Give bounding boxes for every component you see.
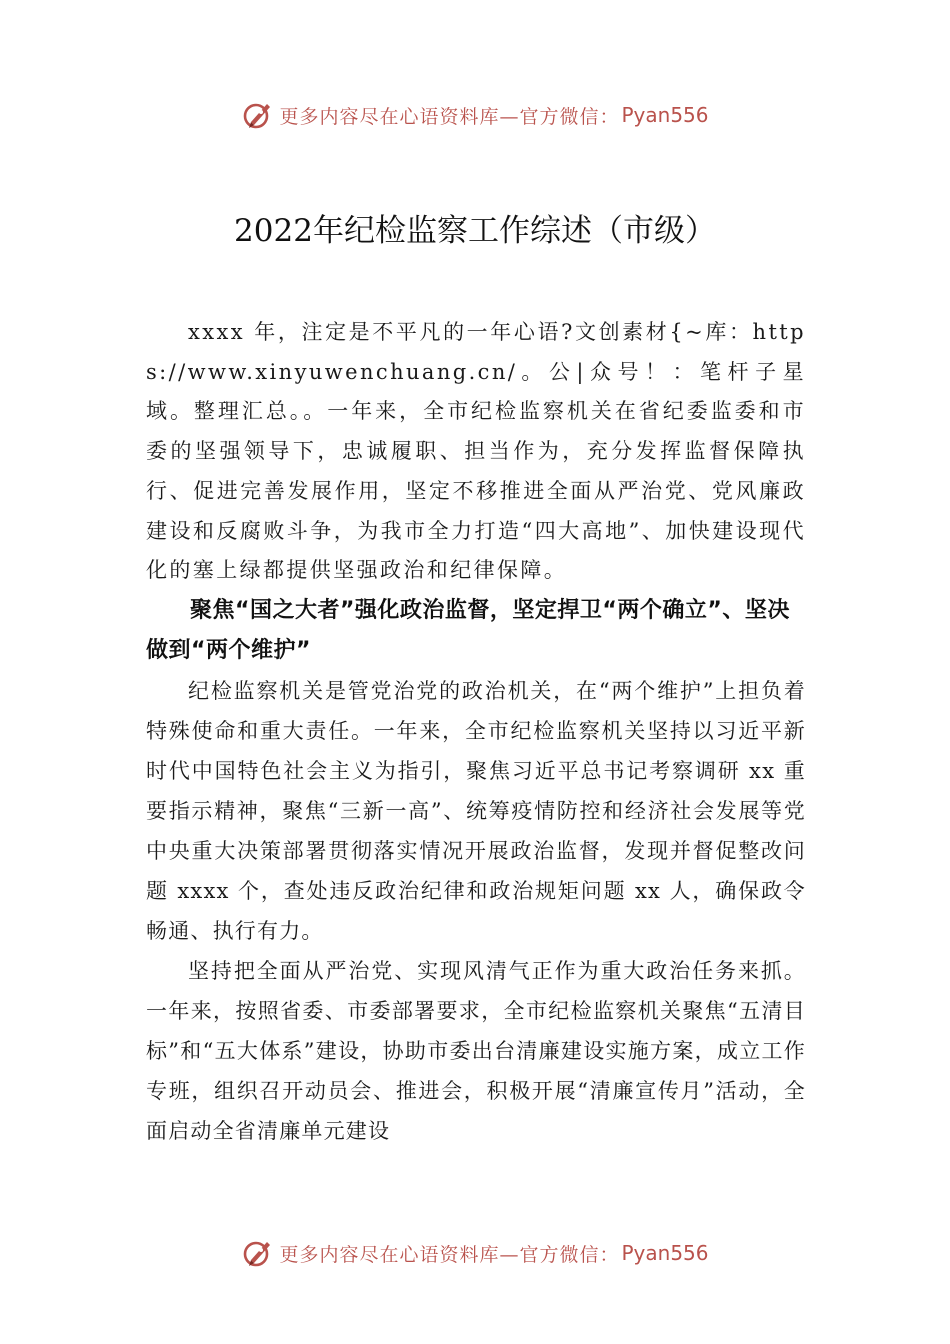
header-watermark-banner [0, 93, 950, 137]
pen-logo-icon [241, 98, 275, 132]
pen-logo-icon [241, 1236, 275, 1270]
footer-watermark-banner [0, 1231, 950, 1275]
document-body [146, 313, 806, 1151]
banner-wechat-id: Pyan556 [621, 1241, 709, 1265]
document-title: 2022年纪检监察工作综述（市级） [234, 213, 716, 249]
banner-wechat-id: Pyan556 [621, 103, 709, 127]
section-heading: 聚焦“国之大者”强化政治监督，坚定捍卫“两个确立”、坚决做到“两个维护” [146, 597, 790, 663]
banner-text: 更多内容尽在心语资料库—官方微信： [279, 1243, 620, 1266]
banner-text: 更多内容尽在心语资料库—官方微信： [279, 105, 620, 128]
paragraph-clean-governance: 坚持把全面从严治党、实现风清气正作为重大政治任务来抓。一年来，按照省委、市委部署要求，全市纪检监察机关聚焦“五清目标”和“五大体系”建设，协助市委出台清廉建设实施方案，成立工作专班，组织召开动员会、推进会，积极开展“清廉宣传月”活动，全面启动全省清廉单元建设 [146, 958, 806, 1143]
paragraph-intro: xxxx 年，注定是不平凡的一年心语?文创素材{~库：https://www.xinyuwenchuang.cn/。公|众号！：笔杆子星域。整理汇总。。一年来，全市纪检监察机关在省纪委监委和市委的坚强领导下，忠诚履职、担当作为，充分发挥监督保障执行、促进完善发展作用，坚定不移推进全面从严治党、党风廉政建设和反腐败斗争，为我市全力打造“四大高地”、加快建设现代化的塞上绿都提供坚强政治和纪律保障。 [146, 320, 806, 583]
paragraph-political-supervision: 纪检监察机关是管党治党的政治机关，在“两个维护”上担负着特殊使命和重大责任。一年来，全市纪检监察机关坚持以习近平新时代中国特色社会主义为指引，聚焦习近平总书记考察调研 xx 重要指示精神，聚焦“三新一高”、统筹疫情防控和经济社会发展等党中央重大决策部署贯彻落实情况开展政治监督，发现并督促整改问题 xxxx 个，查处违反政治纪律和政治规矩问题 xx 人，确保政令畅通、执行有力。 [146, 678, 806, 943]
